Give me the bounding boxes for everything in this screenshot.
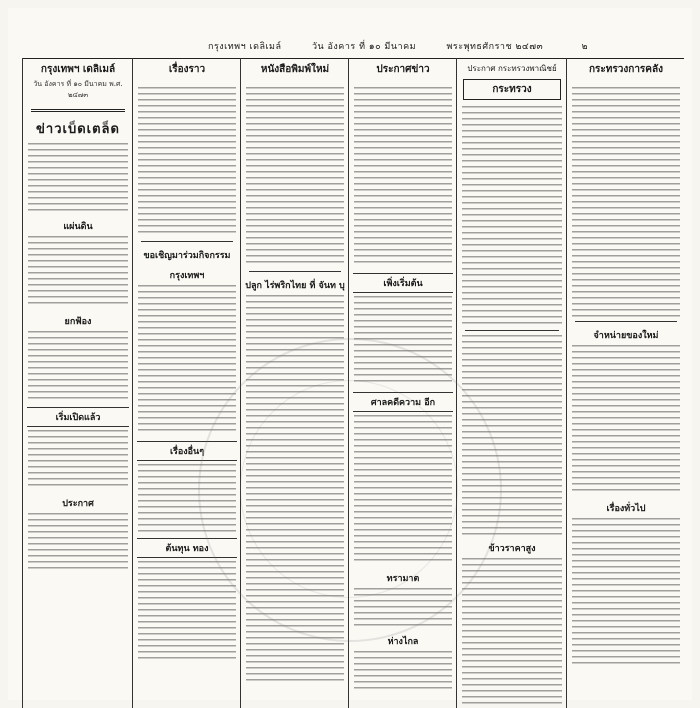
article-text xyxy=(462,335,562,535)
article-text xyxy=(572,518,680,668)
newspaper-page xyxy=(8,8,692,700)
column-4-section-1: เพิ่งเริ่มต้น xyxy=(353,273,453,293)
divider xyxy=(141,241,233,242)
column-2-section-3: เรื่องอื่นๆ xyxy=(137,441,237,461)
column-2-header: เรื่องราว xyxy=(168,64,206,75)
column-4-section-2: ศาลคดีความ อีก xyxy=(353,392,453,412)
article-text xyxy=(462,106,562,326)
article-text xyxy=(246,295,344,685)
column-2 xyxy=(132,58,241,708)
column-1-section-5: ประกาศ xyxy=(62,499,94,509)
column-4 xyxy=(348,58,457,708)
column-1-dateline: วัน อังคาร ที่ ๑๐ มีนาคม พ.ศ. ๒๔๗๓ xyxy=(33,80,123,99)
divider xyxy=(575,321,677,322)
column-2-section-2: กรุงเทพฯ xyxy=(169,271,205,281)
column-3-section-1: ปลูก ไร่พริกไทย ที่ จันท บุ xyxy=(245,281,345,291)
divider xyxy=(31,109,125,112)
column-4-section-4: ห่างไกล xyxy=(387,637,419,647)
column-1-header: กรุงเทพฯ เดลิเมล์ xyxy=(40,64,116,75)
article-text xyxy=(28,331,128,401)
column-1 xyxy=(22,58,133,708)
article-text xyxy=(28,236,128,308)
article-text xyxy=(138,87,236,237)
column-6-section-2: เรื่องทั่วไป xyxy=(606,504,646,514)
article-text xyxy=(572,345,680,495)
article-text xyxy=(354,651,452,691)
column-1-section-4: เริ่มเปิดแล้ว xyxy=(27,407,129,427)
article-text xyxy=(28,143,128,213)
column-6 xyxy=(566,58,685,708)
column-1-section-1: ข่าวเบ็ดเตล็ด xyxy=(36,122,120,137)
article-text xyxy=(138,464,236,532)
column-4-section-3: ทรามาต xyxy=(386,574,420,584)
column-6-header: กระทรวงการคลัง xyxy=(589,64,663,75)
article-text xyxy=(28,513,128,573)
column-6-section-1: จำหน่ายของใหม่ xyxy=(593,331,659,341)
page-number: ๒ xyxy=(581,42,588,52)
masthead-bar xyxy=(208,38,588,54)
article-text xyxy=(246,87,344,267)
column-5 xyxy=(456,58,567,708)
article-text xyxy=(354,87,452,267)
paper-name: กรุงเทพฯ เดลิเมล์ xyxy=(208,42,282,52)
column-4-header: ประกาศข่าว xyxy=(376,64,430,75)
divider xyxy=(465,330,559,331)
article-text xyxy=(138,561,236,661)
article-text xyxy=(354,296,452,386)
article-text xyxy=(572,87,680,317)
column-5-section-1: ข้าวราคาสูง xyxy=(488,544,536,554)
column-3-header: หนังสือพิมพ์ใหม่ xyxy=(260,64,330,75)
column-5-header: ประกาศ กระทรวงพาณิชย์ xyxy=(467,64,557,73)
column-1-section-2: แผ่นดิน xyxy=(63,222,93,232)
issue-day: วัน อังคาร ที่ ๑๐ มีนาคม xyxy=(311,42,417,52)
column-2-section-4: ต้นทุน ทอง xyxy=(137,538,237,558)
article-text xyxy=(462,558,562,708)
article-text xyxy=(28,430,128,490)
article-text xyxy=(354,415,452,565)
column-3 xyxy=(240,58,349,708)
divider xyxy=(249,271,341,272)
column-1-section-3: ยกฟ้อง xyxy=(64,317,92,327)
column-2-section-1: ขอเชิญมาร่วมกิจกรรม xyxy=(143,251,231,261)
issue-year: พระพุทธศักราช ๒๔๗๓ xyxy=(446,42,544,52)
column-5-box-heading: กระทรวง xyxy=(463,79,561,100)
article-text xyxy=(138,285,236,435)
article-text xyxy=(354,588,452,628)
